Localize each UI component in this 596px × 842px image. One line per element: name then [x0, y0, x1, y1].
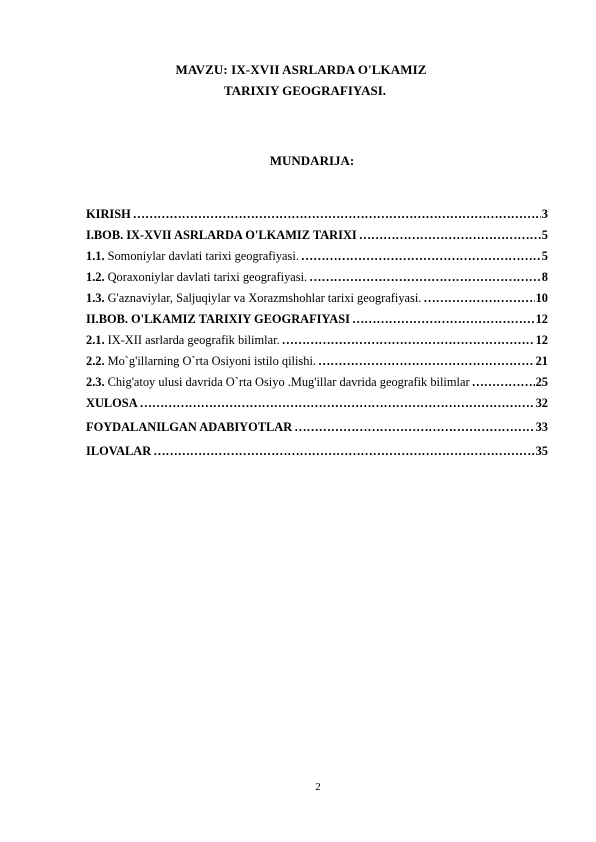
- toc-entry-title: IX-XII asrlarda geografik bilimlar.: [107, 333, 280, 347]
- toc-entry-page: 25: [535, 375, 548, 389]
- toc-entry-1-2[interactable]: [86, 270, 548, 291]
- toc-entry-number: 2.3.: [86, 375, 105, 389]
- toc-entry-number: 2.1.: [86, 333, 105, 347]
- toc-entry-number: 1.3.: [86, 291, 105, 305]
- toc-entry-page: 3: [541, 207, 548, 221]
- toc-entry-title: FOYDALANILGAN ADABIYOTLAR: [86, 420, 293, 434]
- toc-entry-page: 21: [535, 354, 548, 368]
- toc-entry-page: 12: [535, 312, 548, 326]
- toc-entry-page: 8: [541, 270, 548, 284]
- document-title-line-1: MAVZU: IX-XVII ASRLARDA O'LKAMIZ: [175, 62, 427, 77]
- toc-leader-dots: [292, 420, 534, 435]
- toc-leader-dots: [299, 249, 541, 264]
- toc-entry-title: Somoniylar davlati tarixi geografiyasi.: [107, 249, 299, 263]
- toc-leader-dots: [138, 396, 535, 411]
- toc-leader-dots: [421, 291, 534, 306]
- toc-heading: MUNDARIJA:: [269, 153, 355, 168]
- toc-entry-number: 2.2.: [86, 354, 105, 368]
- toc-entry-number: I.BOB.: [86, 228, 124, 242]
- toc-entry-title: Chig'atoy ulusi davrida O`rta Osiyo .Mug'illar davrida geografik bilimlar: [107, 375, 470, 389]
- toc-entry-number: II.BOB.: [86, 312, 129, 326]
- toc-entry-xulosa[interactable]: [86, 396, 548, 417]
- toc-entry-title: XULOSA: [86, 396, 138, 410]
- toc-entry-title: Qoraxoniylar davlati tarixi geografiyasi.: [107, 270, 308, 284]
- toc-entry-title: KIRISH: [86, 207, 131, 221]
- toc-leader-dots: [280, 333, 535, 348]
- toc-entry-page: 35: [535, 444, 548, 458]
- toc-entry-page: 5: [541, 249, 548, 263]
- toc-entry-1-3[interactable]: [86, 291, 548, 312]
- toc-entry-page: 32: [535, 396, 548, 410]
- toc-entry-number: 1.2.: [86, 270, 105, 284]
- toc-entry-page: 5: [541, 228, 548, 242]
- toc-entry-page: 10: [535, 291, 548, 305]
- toc-leader-dots: [350, 312, 535, 327]
- toc-entry-title: Mo`g'illarning O`rta Osiyoni istilo qilishi.: [107, 354, 316, 368]
- toc-entry-number: 1.1.: [86, 249, 105, 263]
- toc-entry-2-1[interactable]: [86, 333, 548, 354]
- toc-leader-dots: [151, 444, 534, 459]
- toc-entry-chapter-2[interactable]: [86, 312, 548, 333]
- toc-entry-bibliography[interactable]: [86, 420, 548, 441]
- toc-entry-title: O'LKAMIZ TARIXIY GEOGRAFIYASI: [131, 312, 350, 326]
- toc-entry-title: ILOVALAR: [86, 444, 152, 458]
- toc-entry-chapter-1[interactable]: [86, 228, 548, 249]
- toc-entry-page: 33: [535, 420, 548, 434]
- toc-leader-dots: [470, 375, 535, 390]
- toc-entry-appendix[interactable]: [86, 444, 548, 465]
- toc-entry-title: G'aznaviylar, Saljuqiylar va Xorazmshohlar tarixi geografiyasi.: [107, 291, 422, 305]
- toc-entry-2-2[interactable]: [86, 354, 548, 375]
- toc-entry-2-3[interactable]: [86, 375, 548, 396]
- toc-leader-dots: [357, 228, 541, 243]
- table-of-contents: [86, 207, 548, 465]
- toc-entry-kirish[interactable]: [86, 207, 548, 228]
- toc-leader-dots: [307, 270, 541, 285]
- toc-entry-title: IX-XVII ASRLARDA O'LKAMIZ TARIXI: [126, 228, 357, 242]
- document-title-line-2: TARIXIY GEOGRAFIYASI.: [223, 83, 387, 98]
- toc-entry-page: 12: [535, 333, 548, 347]
- page-number: 2: [315, 781, 321, 793]
- toc-leader-dots: [131, 207, 541, 222]
- toc-leader-dots: [316, 354, 535, 369]
- toc-entry-1-1[interactable]: [86, 249, 548, 270]
